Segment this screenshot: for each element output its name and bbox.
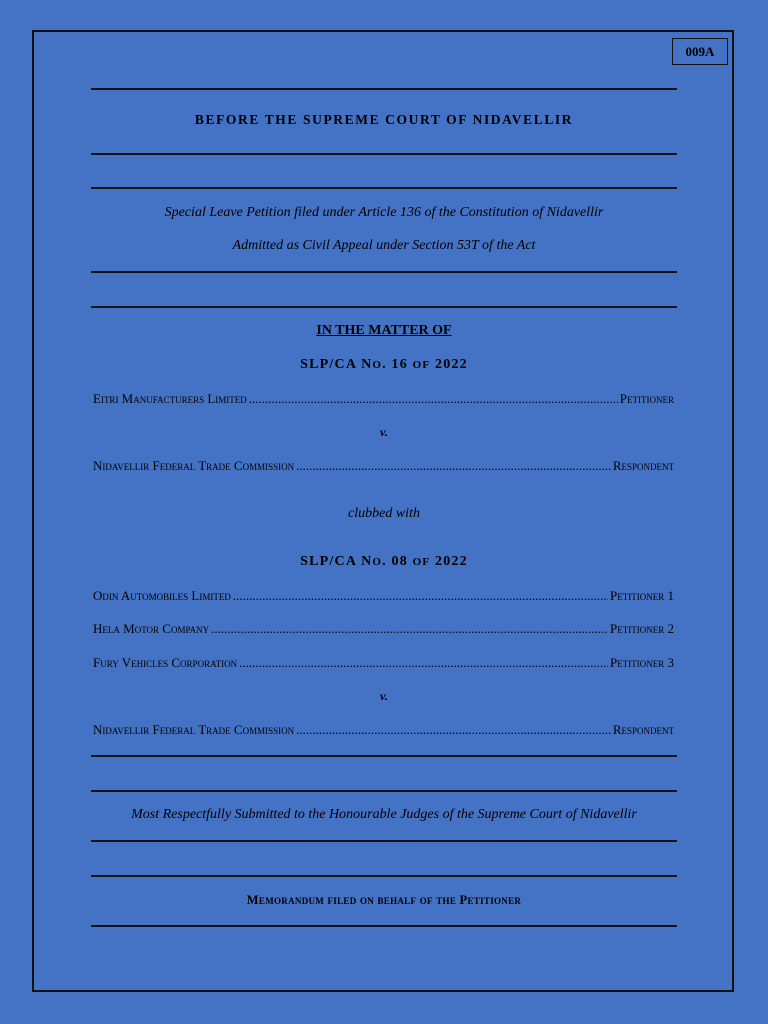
divider bbox=[91, 153, 677, 155]
dot-leader bbox=[296, 458, 611, 474]
party-name: Hela Motor Company bbox=[93, 621, 210, 636]
petition-line-1: Special Leave Petition filed under Article 136 of the Constitution of Nidavellir bbox=[164, 205, 604, 220]
petition-line-2: Admitted as Civil Appeal under Section 53T of the Act bbox=[232, 238, 536, 253]
divider bbox=[91, 875, 677, 877]
divider bbox=[91, 755, 677, 757]
party-name: Odin Automobiles Limited bbox=[93, 588, 231, 603]
clubbed-with: clubbed with bbox=[348, 506, 420, 521]
party-name: Fury Vehicles Corporation bbox=[93, 655, 238, 670]
party-name: Nidavellir Federal Trade Commission bbox=[93, 458, 295, 473]
party-name: Eitri Manufacturers Limited bbox=[93, 391, 247, 406]
divider bbox=[91, 271, 677, 273]
party-role: Respondent bbox=[612, 722, 674, 737]
party-row-petitioner-2 bbox=[93, 621, 674, 639]
divider bbox=[91, 925, 677, 927]
party-row-petitioner-1 bbox=[93, 588, 674, 606]
party-row-petitioner-3 bbox=[93, 655, 674, 673]
divider bbox=[91, 840, 677, 842]
submission-line: Most Respectfully Submitted to the Honourable Judges of the Supreme Court of Nidavellir bbox=[131, 807, 637, 822]
document-code-box: 009A bbox=[672, 38, 728, 65]
case-number-2: SLP/CA NO. 08 OF 2022 bbox=[300, 554, 468, 569]
divider bbox=[91, 88, 677, 90]
party-role: Petitioner bbox=[619, 391, 674, 406]
party-role: Petitioner 3 bbox=[610, 655, 674, 670]
party-row-respondent bbox=[93, 458, 674, 476]
memorandum-title: Memorandum filed on behalf of the Petitioner bbox=[246, 893, 522, 907]
dot-leader bbox=[211, 621, 608, 637]
party-row-petitioner bbox=[93, 391, 674, 409]
dot-leader bbox=[239, 655, 608, 671]
dot-leader bbox=[296, 722, 611, 738]
divider bbox=[91, 306, 677, 308]
party-role: Respondent bbox=[612, 458, 674, 473]
versus-label: v. bbox=[380, 689, 388, 703]
party-role: Petitioner 1 bbox=[610, 588, 674, 603]
dot-leader bbox=[233, 588, 608, 604]
dot-leader bbox=[249, 391, 618, 407]
party-name: Nidavellir Federal Trade Commission bbox=[93, 722, 295, 737]
case-number-1: SLP/CA NO. 16 OF 2022 bbox=[300, 357, 468, 372]
divider bbox=[91, 187, 677, 189]
matter-heading: IN THE MATTER OF bbox=[316, 323, 452, 338]
court-title: BEFORE THE SUPREME COURT OF NIDAVELLIR bbox=[194, 112, 574, 127]
versus-label: v. bbox=[380, 425, 388, 439]
party-row-respondent-2 bbox=[93, 722, 674, 740]
party-role: Petitioner 2 bbox=[610, 621, 674, 636]
divider bbox=[91, 790, 677, 792]
